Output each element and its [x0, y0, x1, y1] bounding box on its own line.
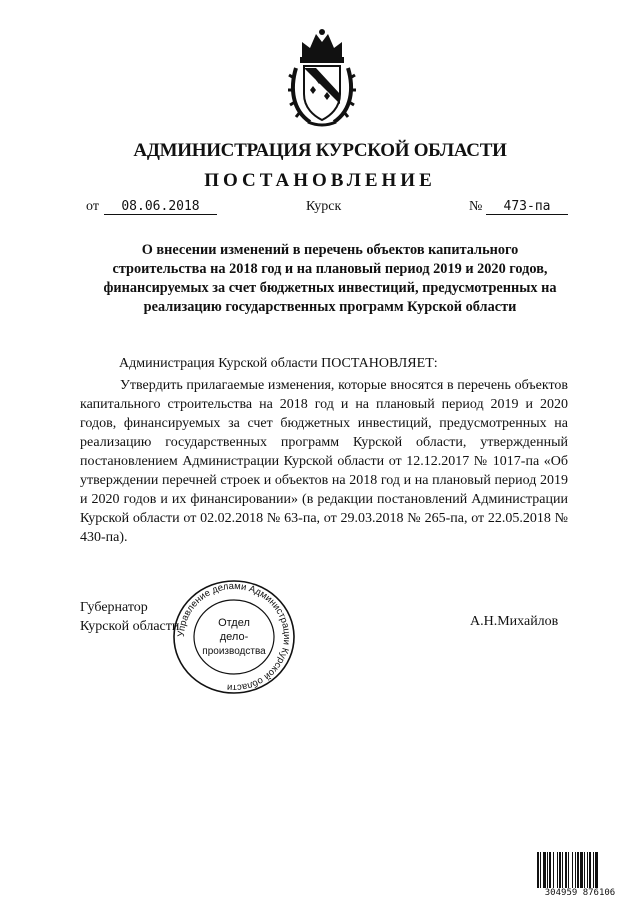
- body-paragraph: Утвердить прилагаемые изменения, которые вносятся в перечень объектов капитального строительства на 2018 год и на плановый период 2019 и 2020 годов, финансируемых за счет бюджетных инвестиций, предусмотренных на реализацию государственных программ Курской области, утвержденный постановлением Администрации Курской области от 12.12.2017 № 1017-па «Об утверждении перечней строек и объектов на 2018 год и на плановый период 2019 и 2020 годов и их финансировании» (в редакции постановлений Администрации Курской области от 02.02.2018 № 63-па, от 29.03.2018 № 265-па, от 22.05.2018 № 430-па).: [80, 378, 568, 545]
- document-date: 08.06.2018: [104, 199, 217, 215]
- heading-line: строительства на 2018 год и на плановый период 2019 и 2020 годов,: [112, 261, 548, 277]
- signatory-position-line: Губернатор: [80, 600, 148, 615]
- heading-line: реализацию государственных программ Курской области: [143, 299, 517, 315]
- coat-of-arms-icon: [288, 28, 356, 128]
- intro-text: Администрация Курской области ПОСТАНОВЛЯЕТ:: [119, 356, 438, 371]
- signatory-name: А.Н.Михайлов: [470, 614, 559, 629]
- document-number: 473-па: [486, 199, 568, 215]
- stamp-center-line: производства: [202, 646, 266, 657]
- stamp-center-line: Отдел: [218, 617, 250, 629]
- document-heading: [80, 241, 580, 317]
- office-stamp: [170, 578, 298, 696]
- barcode-icon: [536, 852, 622, 892]
- document-type: ПОСТАНОВЛЕНИЕ: [204, 170, 436, 191]
- heading-line: О внесении изменений в перечень объектов капитального: [141, 242, 519, 258]
- heading-line: финансируемых за счет бюджетных инвестиций, предусмотренных на: [103, 280, 557, 296]
- date-label: от: [86, 199, 99, 214]
- signatory-position: [80, 598, 179, 636]
- stamp-ring-text: Управление делами Администрации Курской области: [175, 580, 293, 694]
- barcode-number: 304959 876106: [544, 888, 616, 898]
- city: Курск: [306, 199, 342, 214]
- number-label: №: [469, 199, 483, 214]
- stamp-center-line: дело-: [219, 631, 249, 643]
- signatory-position-line: Курской области: [80, 619, 180, 634]
- organization-title: АДМИНИСТРАЦИЯ КУРСКОЙ ОБЛАСТИ: [133, 140, 507, 161]
